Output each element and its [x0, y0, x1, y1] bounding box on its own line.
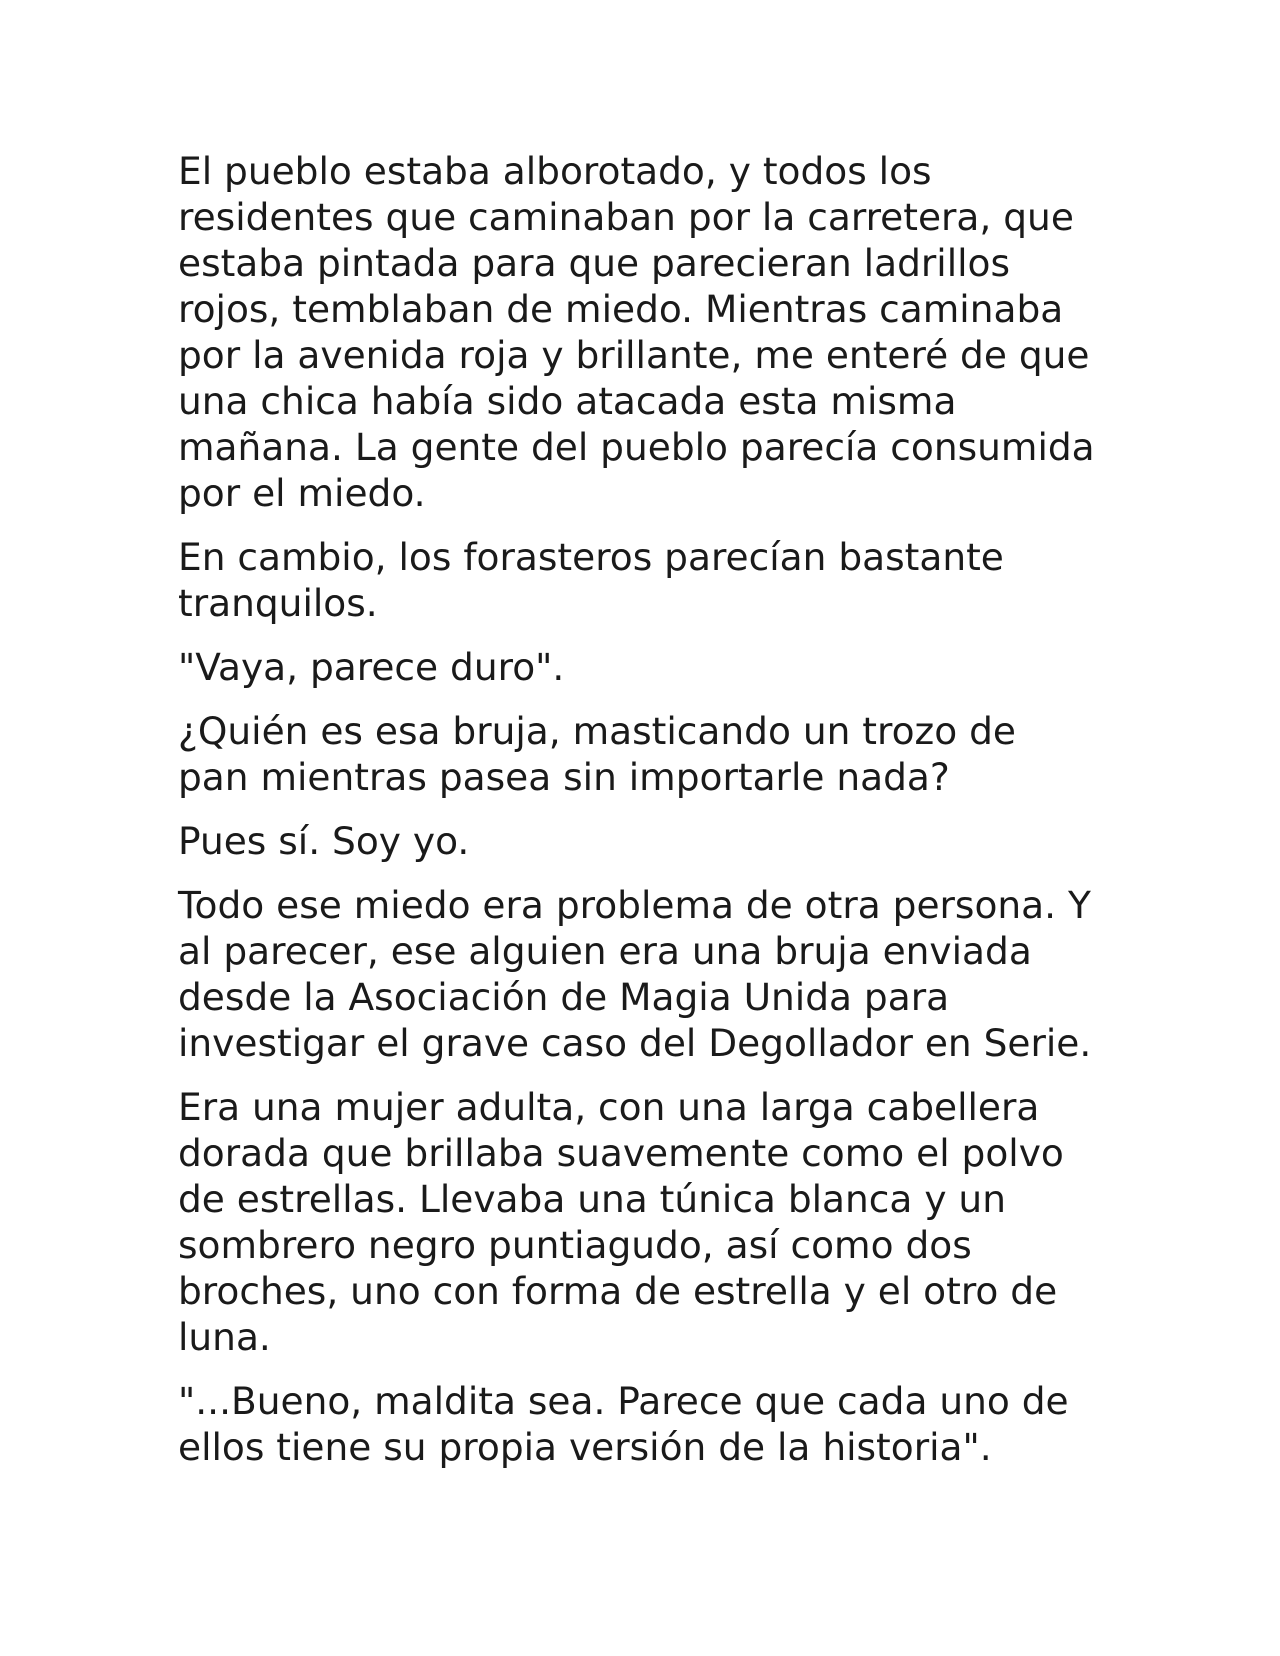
paragraph-5: Pues sí. Soy yo.	[178, 819, 470, 863]
paragraph-4: ¿Quién es esa bruja, masticando un trozo de pan mientras pasea sin importarle nada?	[178, 709, 1016, 799]
paragraph-2: En cambio, los forasteros parecían bastante tranquilos.	[178, 535, 1004, 625]
paragraph-8: "...Bueno, maldita sea. Parece que cada uno de ellos tiene su propia versión de la historia".	[178, 1379, 1069, 1469]
paragraph-3: "Vaya, parece duro".	[178, 645, 565, 689]
body-text	[178, 148, 1128, 1488]
paragraph-1: El pueblo estaba alborotado, y todos los residentes que caminaban por la carretera, que estaba pintada para que parecieran ladrillos rojos, temblaban de miedo. Mientras caminaba por la avenida roja y brillante, me enteré de que una chica había sido atacada esta misma mañana. La gente del pueblo parecía consumida por el miedo.	[178, 149, 1095, 515]
paragraph-6: Todo ese miedo era problema de otra persona. Y al parecer, ese alguien era una bruja enviada desde la Asociación de Magia Unida para investigar el grave caso del Degollador en Serie.	[178, 883, 1092, 1065]
paragraph-7: Era una mujer adulta, con una larga cabellera dorada que brillaba suavemente como el polvo de estrellas. Llevaba una túnica blanca y un sombrero negro puntiagudo, así como dos broches, uno con forma de estrella y el otro de luna.	[178, 1085, 1064, 1359]
